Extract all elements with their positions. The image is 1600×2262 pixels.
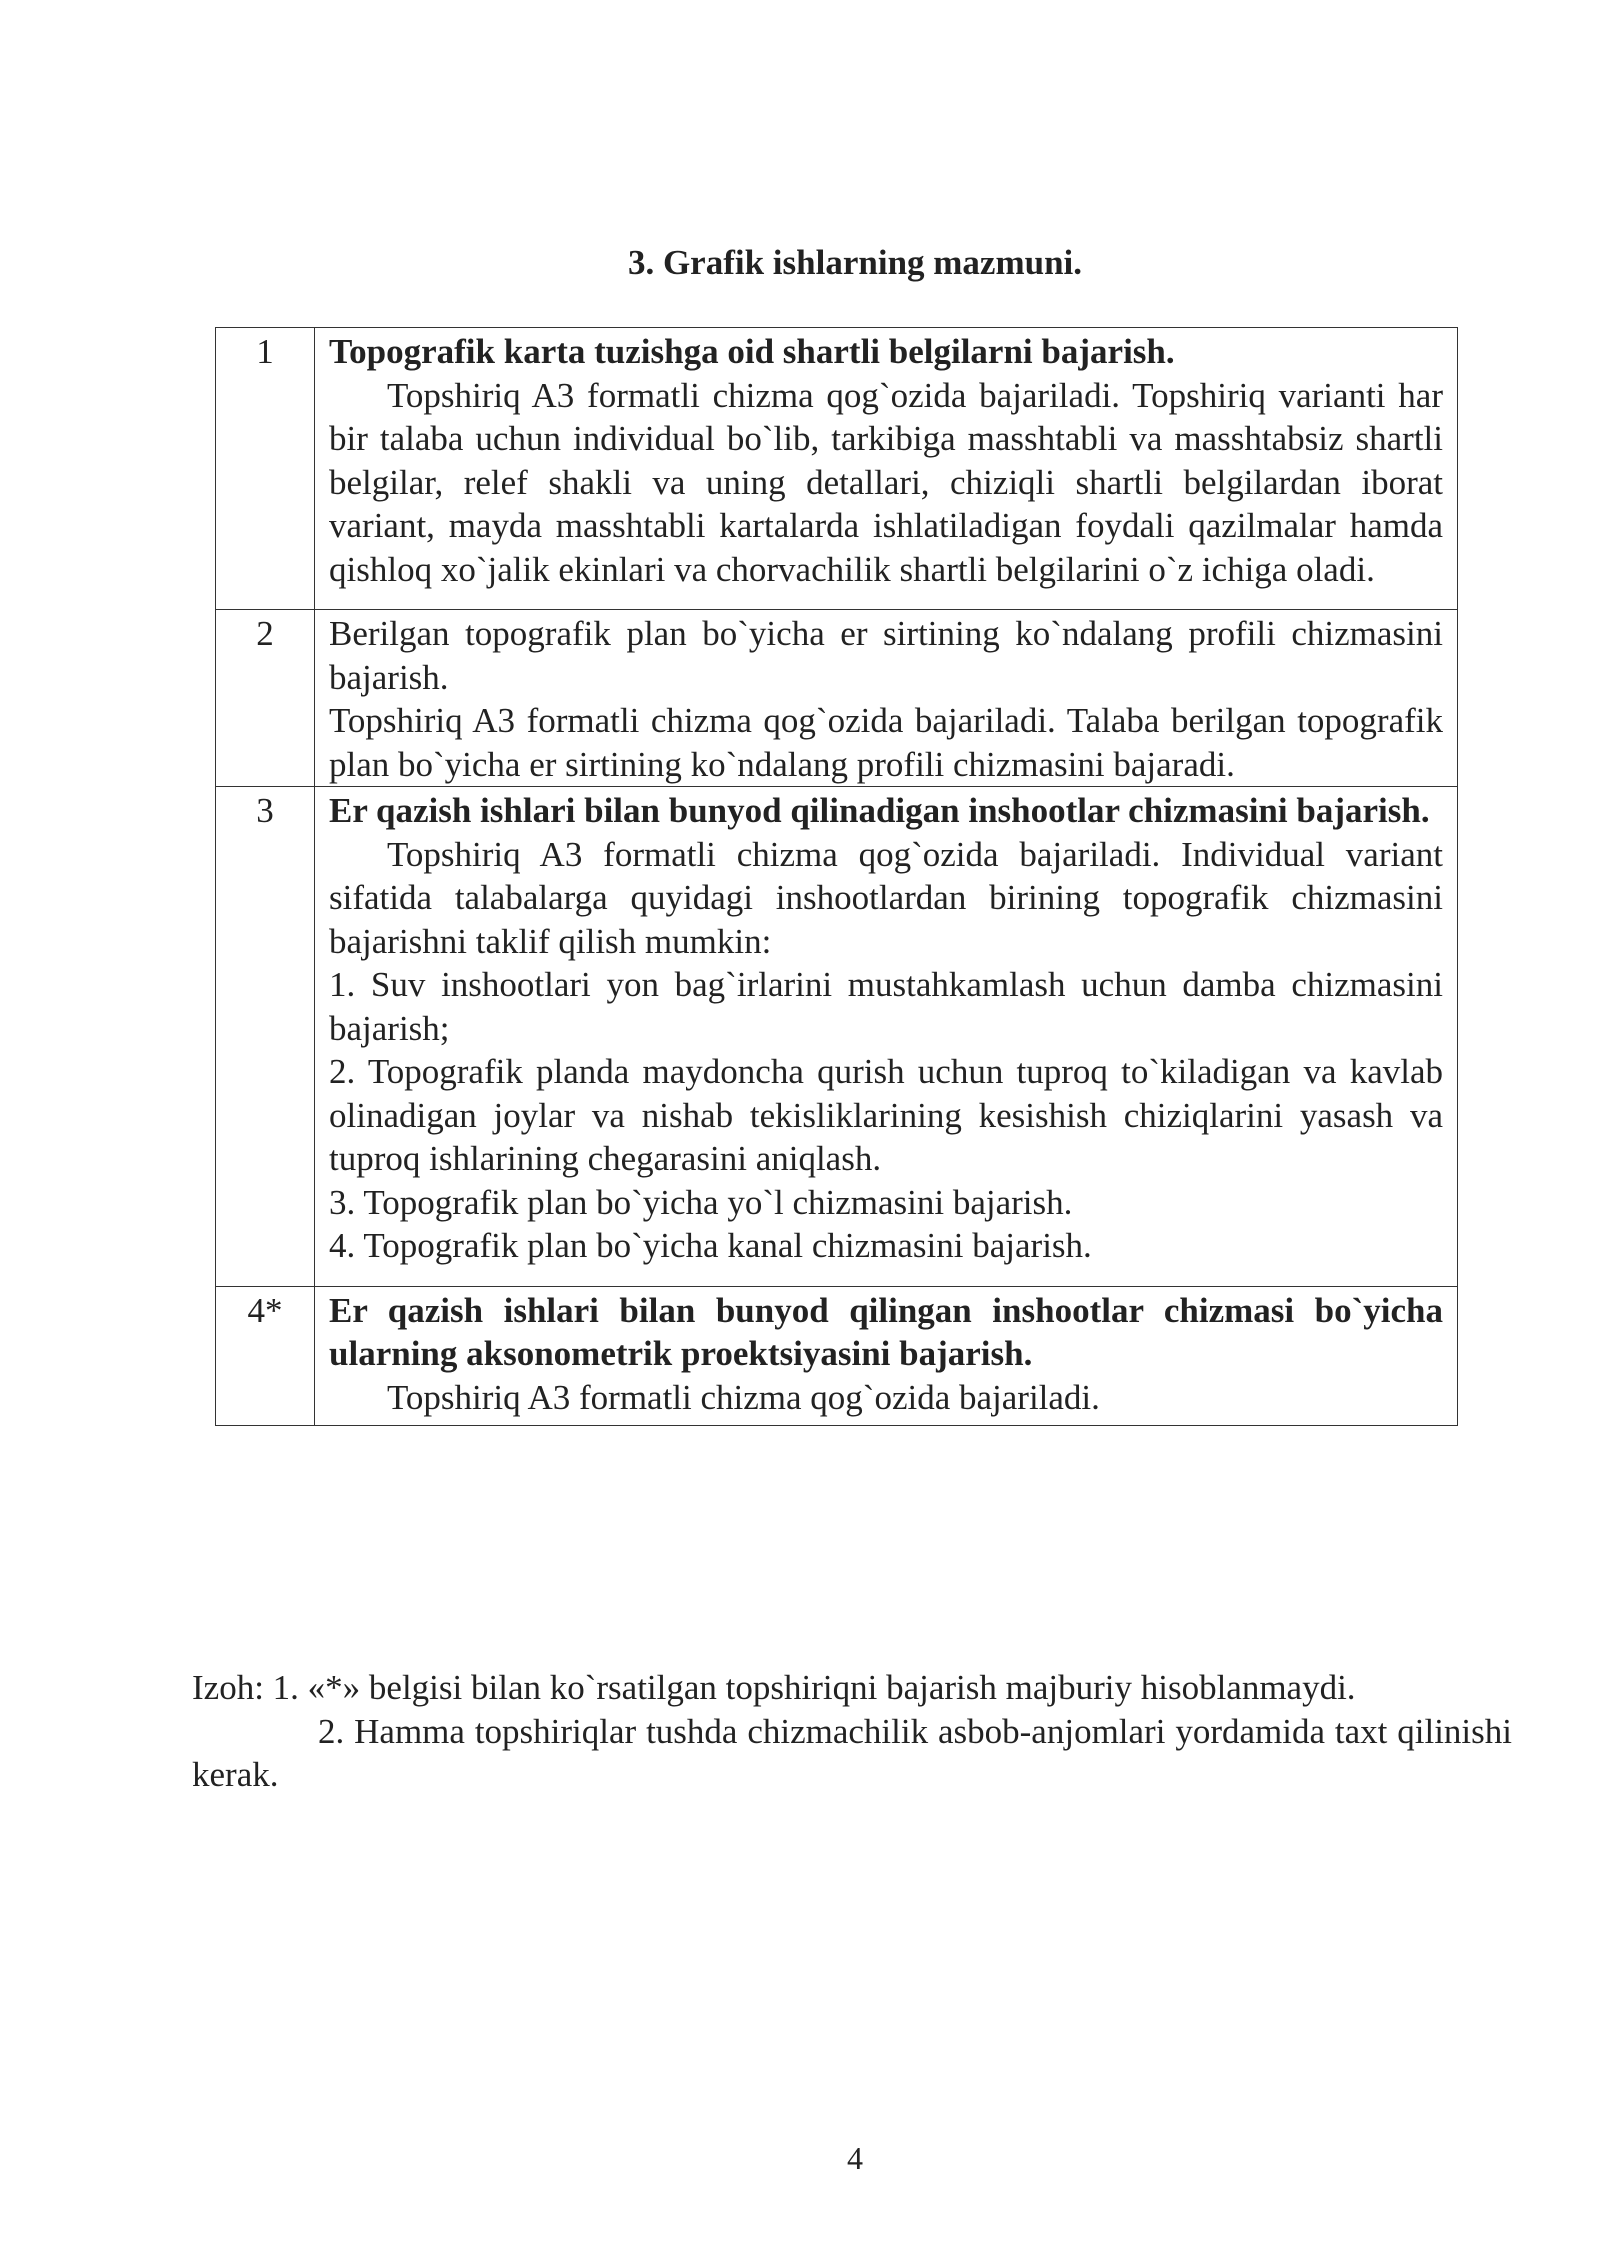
row-content — [315, 1286, 1458, 1426]
row-number: 3 — [216, 787, 315, 1287]
task-heading: Er qazish ishlari bilan bunyod qilinadigan inshootlar chizmasini bajarish. — [329, 791, 1430, 830]
task-heading: Er qazish ishlari bilan bunyod qilingan inshootlar chizmasi bo`yicha ularning aksonometrik proektsiyasini bajarish. — [329, 1290, 1443, 1373]
row-content — [315, 787, 1458, 1287]
task-heading: Topografik karta tuzishga oid shartli belgilarni bajarish. — [329, 332, 1175, 371]
task-heading: Berilgan topografik plan bo`yicha er sirtining ko`ndalang profili chizmasini bajarish. — [329, 614, 1443, 697]
list-item: 2. Topografik planda maydoncha qurish uchun tuproq to`kiladigan va kavlab olinadigan joylar va nishab tekisliklarining kesishish chiziqlarini yasash va tuproq ishlarining chegarasini aniqlash. — [329, 1052, 1443, 1178]
list-item: 3. Topografik plan bo`yicha yo`l chizmasini bajarish. — [329, 1182, 1073, 1222]
note-line-1: Izoh: 1. «*» belgisi bilan ko`rsatilgan topshiriqni bajarish majburiy hisoblanmaydi. — [192, 1668, 1356, 1707]
note-section — [192, 1666, 1512, 1797]
task-description: Topshiriq A3 formatli chizma qog`ozida bajariladi. — [387, 1377, 1100, 1417]
row-number: 1 — [216, 328, 315, 610]
row-content — [315, 610, 1458, 787]
row-number: 2 — [216, 610, 315, 787]
page-title: 3. Grafik ishlarning mazmuni. — [627, 243, 1083, 282]
table-row — [216, 328, 1458, 610]
note-line-2: 2. Hamma topshiriqlar tushda chizmachilik asbob-anjomlari yordamida taxt qilinishi kerak. — [192, 1711, 1512, 1794]
row-number: 4* — [216, 1286, 315, 1426]
task-description: Topshiriq A3 formatli chizma qog`ozida bajariladi. Individual variant sifatida talabalarga quyidagi inshootlardan birining topografik chizmasini bajarishni taklif qilish mumkin: — [329, 834, 1443, 961]
table-row — [216, 787, 1458, 1287]
table-row — [216, 1286, 1458, 1426]
page-number: 4 — [847, 2140, 863, 2176]
tasks-table — [215, 327, 1458, 1426]
list-item: 1. Suv inshootlari yon bag`irlarini mustahkamlash uchun damba chizmasini bajarish; — [329, 965, 1443, 1048]
list-item: 4. Topografik plan bo`yicha kanal chizmasini bajarish. — [329, 1226, 1092, 1265]
row-content — [315, 328, 1458, 610]
task-description: Topshiriq A3 formatli chizma qog`ozida bajariladi. Talaba berilgan topografik plan bo`yicha er sirtining ko`ndalang profili chizmasini bajaradi. — [329, 701, 1443, 784]
table-row — [216, 610, 1458, 787]
task-description: Topshiriq A3 formatli chizma qog`ozida bajariladi. Topshiriq varianti har bir talaba uchun individual bo`lib, tarkibiga masshtabli va masshtabsiz shartli belgilar, relef shakli va uning detallari, chiziqli shartli belgilardan iborat variant, mayda masshtabli kartalarda ishlatiladigan foydali qazilmalar hamda qishloq xo`jalik ekinlari va chorvachilik shartli belgilarini o`z ichiga oladi. — [329, 375, 1443, 589]
